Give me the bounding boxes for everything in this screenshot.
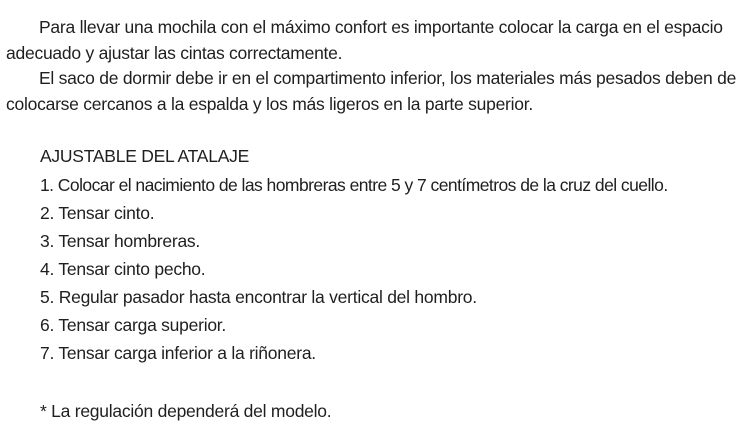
step-item: 7. Tensar carga inferior a la riñonera. [40, 343, 316, 363]
adjustment-steps-list [40, 173, 668, 369]
step-item: 5. Regular pasador hasta encontrar la vertical del hombro. [40, 287, 477, 307]
step-item: 1. Colocar el nacimiento de las hombreras entre 5 y 7 centímetros de la cruz del cuello. [40, 175, 668, 195]
footnote: * La regulación dependerá del modelo. [40, 401, 332, 421]
step-item: 6. Tensar carga superior. [40, 315, 227, 335]
section-heading: AJUSTABLE DEL ATALAJE [40, 146, 250, 166]
step-item: 4. Tensar cinto pecho. [40, 259, 206, 279]
intro-paragraph: Para llevar una mochila con el máximo confort es importante colocar la carga en el espacio adecuado y ajustar las cintas correctamente. [6, 17, 723, 63]
step-item: 3. Tensar hombreras. [40, 231, 201, 251]
step-item: 2. Tensar cinto. [40, 203, 155, 223]
packing-paragraph: El saco de dormir debe ir en el compartimento inferior, los materiales más pesados deben de colocarse cercanos a la espalda y los más ligeros en la parte superior. [6, 68, 737, 114]
